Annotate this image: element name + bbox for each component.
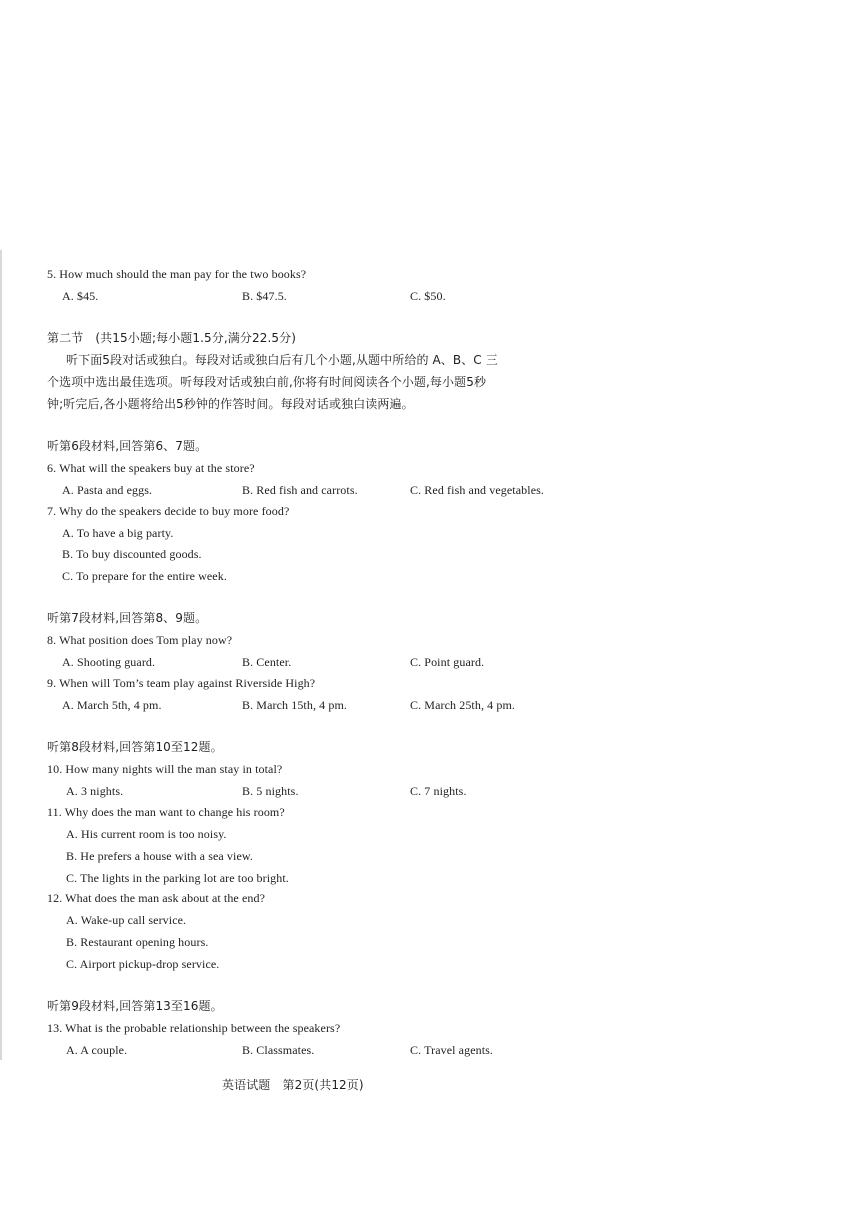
q7-option-b: B. To buy discounted goods. [62, 547, 202, 561]
q6-option-b: B. Red fish and carrots. [242, 483, 358, 497]
q12-option-a: A. Wake-up call service. [66, 913, 187, 927]
section-2-heading: 第二节 (共15小题;每小题1.5分,满分22.5分) [47, 331, 296, 345]
q5-option-c: C. $50. [410, 289, 446, 303]
question-9: 9. When will Tom’s team play against Riverside High? [47, 676, 316, 690]
q6-option-a: A. Pasta and eggs. [62, 483, 153, 497]
section-2-instructions-line3: 钟;听完后,各小题将给出5秒钟的作答时间。每段对话或独白读两遍。 [47, 397, 414, 411]
q5-option-b: B. $47.5. [242, 289, 287, 303]
page-footer: 英语试题 第2页(共12页) [222, 1078, 364, 1092]
group-9-intro: 听第9段材料,回答第13至16题。 [47, 999, 223, 1013]
question-6: 6. What will the speakers buy at the store? [47, 461, 255, 475]
question-10: 10. How many nights will the man stay in total? [47, 762, 283, 776]
section-2-instructions-line2: 个选项中选出最佳选项。听每段对话或独白前,你将有时间阅读各个小题,每小题5秒 [47, 375, 487, 389]
q8-option-b: B. Center. [242, 655, 292, 669]
section-2-instructions-line1: 听下面5段对话或独白。每段对话或独白后有几个小题,从题中所给的 A、B、C 三 [66, 353, 498, 367]
question-13: 13. What is the probable relationship between the speakers? [47, 1021, 341, 1035]
q9-option-c: C. March 25th, 4 pm. [410, 698, 515, 712]
q5-option-a: A. $45. [62, 289, 99, 303]
q11-option-b: B. He prefers a house with a sea view. [66, 849, 253, 863]
q9-option-b: B. March 15th, 4 pm. [242, 698, 347, 712]
question-11: 11. Why does the man want to change his room? [47, 805, 285, 819]
q11-option-c: C. The lights in the parking lot are too bright. [66, 871, 289, 885]
q7-option-a: A. To have a big party. [62, 526, 174, 540]
group-7-intro: 听第7段材料,回答第8、9题。 [47, 611, 208, 625]
q12-option-c: C. Airport pickup-drop service. [66, 957, 220, 971]
q8-option-a: A. Shooting guard. [62, 655, 156, 669]
question-8: 8. What position does Tom play now? [47, 633, 233, 647]
q6-option-c: C. Red fish and vegetables. [410, 483, 545, 497]
group-6-intro: 听第6段材料,回答第6、7题。 [47, 439, 208, 453]
question-7: 7. Why do the speakers decide to buy more food? [47, 504, 290, 518]
q10-option-c: C. 7 nights. [410, 784, 467, 798]
q7-option-c: C. To prepare for the entire week. [62, 569, 227, 583]
q9-option-a: A. March 5th, 4 pm. [62, 698, 162, 712]
q13-option-a: A. A couple. [66, 1043, 128, 1057]
q10-option-a: A. 3 nights. [66, 784, 124, 798]
group-8-intro: 听第8段材料,回答第10至12题。 [47, 740, 223, 754]
question-12: 12. What does the man ask about at the end? [47, 891, 266, 905]
q12-option-b: B. Restaurant opening hours. [66, 935, 209, 949]
q13-option-c: C. Travel agents. [410, 1043, 494, 1057]
page-edge-shadow [0, 250, 2, 1060]
question-5: 5. How much should the man pay for the two books? [47, 267, 307, 281]
q8-option-c: C. Point guard. [410, 655, 485, 669]
q11-option-a: A. His current room is too noisy. [66, 827, 227, 841]
q13-option-b: B. Classmates. [242, 1043, 315, 1057]
q10-option-b: B. 5 nights. [242, 784, 299, 798]
